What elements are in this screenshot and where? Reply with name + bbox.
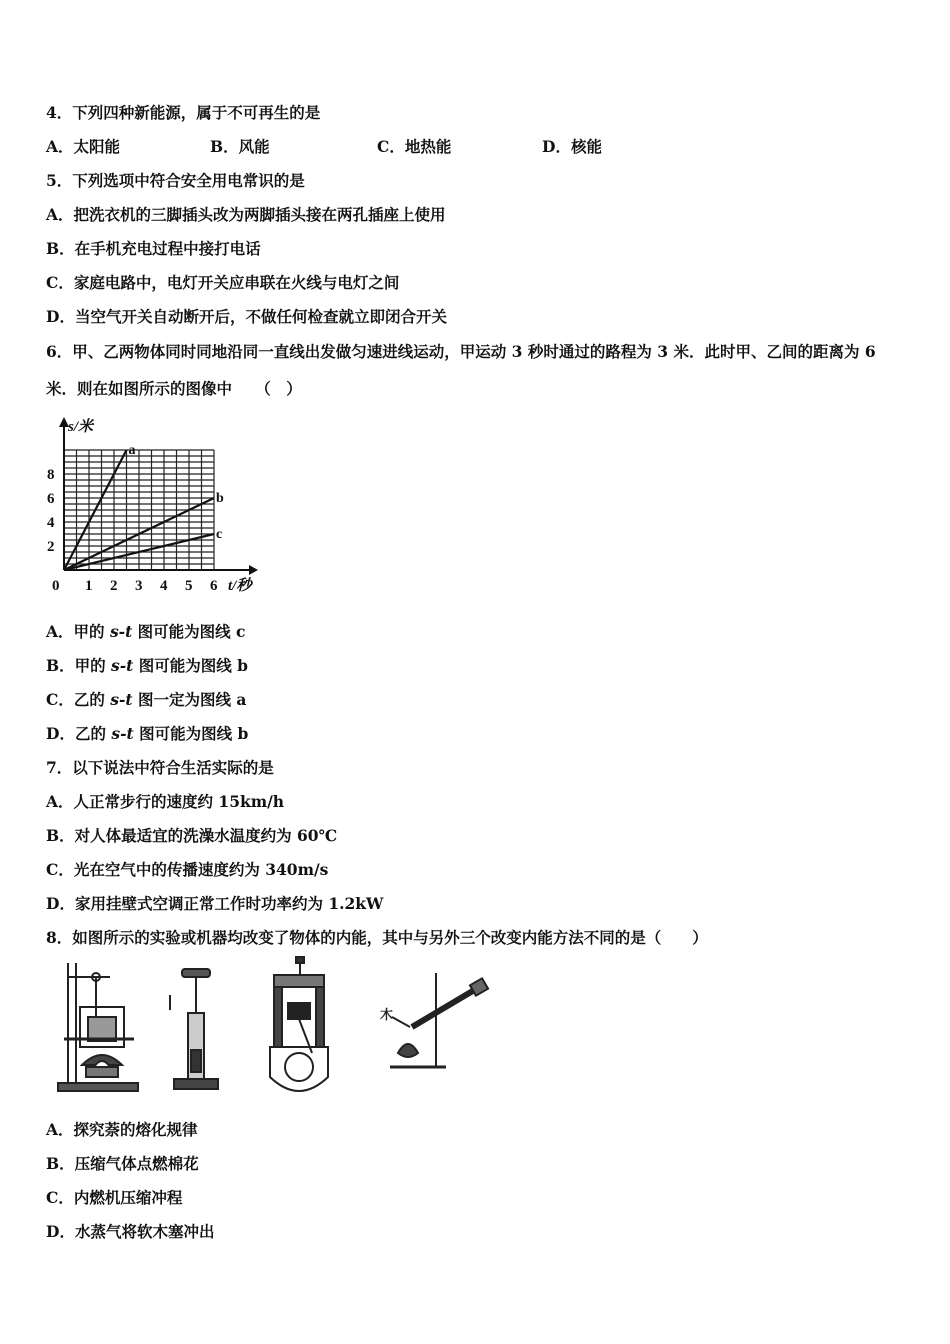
test-tube-steam-drawing [380, 973, 488, 1067]
q6-stem-line1: 6．甲、乙两物体同时同地沿同一直线出发做匀速进线运动，甲运动 3 秒时通过的路程为 3 米．此时甲、乙间的距离为 6 [46, 342, 876, 361]
melting-apparatus-drawing [58, 963, 138, 1091]
y-tick-label: 8 [47, 467, 55, 483]
x-tick-label: 5 [185, 578, 193, 594]
series-label-b: b [216, 491, 224, 506]
q7-stem: 7．以下说法中符合生活实际的是 [46, 758, 274, 777]
y-tick-label: 4 [47, 515, 55, 531]
q8-apparatus-figure [52, 955, 492, 1105]
q4-options [0, 135, 950, 155]
q8-stem: 8．如图所示的实验或机器均改变了物体的内能，其中与另外三个改变内能方法不同的是（ ） [46, 928, 708, 947]
q6-option-a: A．甲的 s-t 图可能为图线 c [46, 622, 246, 641]
q6-option-d: D．乙的 s-t 图可能为图线 b [46, 724, 249, 743]
x-tick-label: 4 [160, 578, 168, 594]
q5-option-c: C．家庭电路中，电灯开关应串联在火线与电灯之间 [46, 273, 400, 292]
x-axis-label: t/秒 [228, 578, 252, 594]
q5-option-a: A．把洗衣机的三脚插头改为两脚插头接在两孔插座上使用 [46, 205, 446, 224]
q7-option-d: D．家用挂壁式空调正常工作时功率约为 1.2kW [46, 894, 384, 913]
q8-option-a: A．探究萘的熔化规律 [46, 1120, 198, 1139]
q7-option-a: A．人正常步行的速度约 15km/h [46, 792, 285, 811]
q5-option-d: D．当空气开关自动断开后，不做任何检查就立即闭合开关 [46, 307, 447, 326]
x-tick-label: 1 [85, 578, 93, 594]
y-tick-label: 2 [47, 539, 55, 555]
q6-stem-line2: 米．则在如图所示的图像中 （ ） [46, 379, 302, 398]
q6-option-c: C．乙的 s-t 图一定为图线 a [46, 690, 247, 709]
q7-option-b: B．对人体最适宜的洗澡水温度约为 60℃ [46, 826, 338, 845]
q4-option-c: C．地热能 [377, 137, 452, 156]
x-tick-label: 2 [110, 578, 118, 594]
q7-option-c: C．光在空气中的传播速度约为 340m/s [46, 860, 329, 879]
x-tick-label: 3 [135, 578, 143, 594]
q6-option-b: B．甲的 s-t 图可能为图线 b [46, 656, 248, 675]
q5-stem: 5．下列选项中符合安全用电常识的是 [46, 171, 305, 190]
engine-drawing [270, 957, 328, 1091]
x-tick-label: 0 [52, 578, 60, 594]
x-tick-label: 6 [210, 578, 218, 594]
series-label-c: c [216, 527, 223, 542]
y-axis-label: s/米 [68, 419, 94, 435]
x-axis-arrow [249, 565, 258, 575]
st-graph [44, 413, 259, 598]
q4-option-d: D．核能 [542, 137, 602, 156]
q5-option-b: B．在手机充电过程中接打电话 [46, 239, 261, 258]
y-tick-label: 6 [47, 491, 55, 507]
q8-option-c: C．内燃机压缩冲程 [46, 1188, 183, 1207]
q8-option-d: D．水蒸气将软木塞冲出 [46, 1222, 215, 1241]
q4-option-a: A．太阳能 [46, 137, 121, 156]
q4-option-b: B．风能 [210, 137, 270, 156]
series-label-a: a [128, 443, 136, 458]
q4-stem: 4．下列四种新能源，属于不可再生的是 [46, 103, 321, 122]
q8-option-b: B．压缩气体点燃棉花 [46, 1154, 199, 1173]
compression-syringe-drawing [170, 969, 218, 1089]
wood-label: 木 [380, 1007, 394, 1022]
